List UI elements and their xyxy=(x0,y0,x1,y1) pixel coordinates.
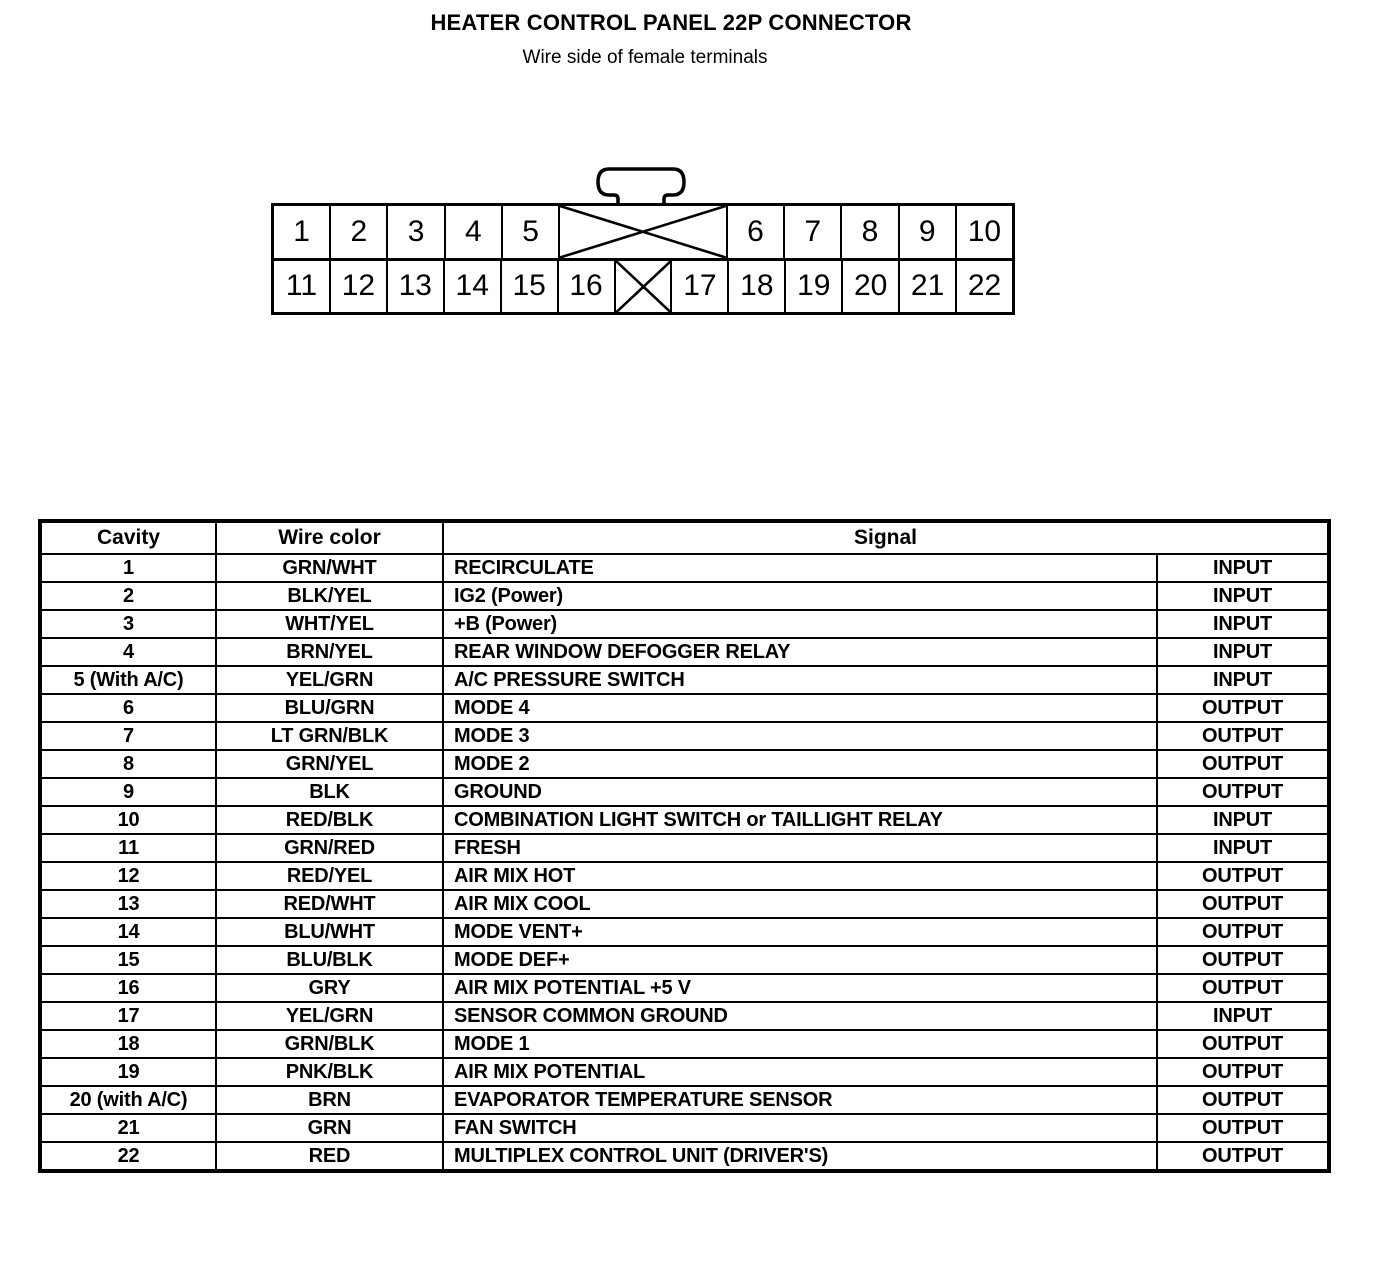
connector-row-top xyxy=(274,206,1012,261)
cavity-cell: 6 xyxy=(40,694,216,722)
blocked-slot-bottom xyxy=(614,261,671,313)
direction-cell: OUTPUT xyxy=(1157,778,1329,806)
wire-color-cell: YEL/GRN xyxy=(216,666,443,694)
direction-cell: OUTPUT xyxy=(1157,1030,1329,1058)
table-row xyxy=(40,666,1329,694)
signal-cell: A/C PRESSURE SWITCH xyxy=(443,666,1157,694)
direction-cell: OUTPUT xyxy=(1157,1142,1329,1171)
table-row xyxy=(40,1058,1329,1086)
cavity-cell: 19 xyxy=(40,1058,216,1086)
table-row xyxy=(40,1114,1329,1142)
table-row xyxy=(40,638,1329,666)
wire-color-cell: PNK/BLK xyxy=(216,1058,443,1086)
wire-color-cell: BLU/BLK xyxy=(216,946,443,974)
connector-cavity-10: 10 xyxy=(955,206,1012,258)
wire-color-cell: RED/WHT xyxy=(216,890,443,918)
table-row xyxy=(40,1002,1329,1030)
connector-cavity-3: 3 xyxy=(386,206,443,258)
connector-cavity-9: 9 xyxy=(898,206,955,258)
direction-cell: OUTPUT xyxy=(1157,750,1329,778)
signal-cell: MULTIPLEX CONTROL UNIT (DRIVER'S) xyxy=(443,1142,1157,1171)
cavity-cell: 15 xyxy=(40,946,216,974)
signal-cell: AIR MIX HOT xyxy=(443,862,1157,890)
direction-cell: INPUT xyxy=(1157,1002,1329,1030)
connector-latch-icon xyxy=(595,166,687,206)
connector-cavity-7: 7 xyxy=(783,206,840,258)
signal-cell: AIR MIX COOL xyxy=(443,890,1157,918)
table-row xyxy=(40,722,1329,750)
table-row xyxy=(40,778,1329,806)
connector-cavity-8: 8 xyxy=(840,206,897,258)
connector-cavity-19: 19 xyxy=(784,261,841,313)
table-row xyxy=(40,610,1329,638)
direction-cell: OUTPUT xyxy=(1157,1114,1329,1142)
pinout-table xyxy=(38,519,1331,1173)
signal-cell: SENSOR COMMON GROUND xyxy=(443,1002,1157,1030)
column-header-cavity: Cavity xyxy=(40,521,216,554)
blocked-slot-top xyxy=(558,206,726,258)
signal-cell: +B (Power) xyxy=(443,610,1157,638)
direction-cell: INPUT xyxy=(1157,554,1329,582)
wire-color-cell: BRN/YEL xyxy=(216,638,443,666)
wire-color-cell: RED/BLK xyxy=(216,806,443,834)
signal-cell: REAR WINDOW DEFOGGER RELAY xyxy=(443,638,1157,666)
x-mark-icon xyxy=(616,261,671,313)
cavity-cell: 16 xyxy=(40,974,216,1002)
direction-cell: OUTPUT xyxy=(1157,1058,1329,1086)
wire-color-cell: BRN xyxy=(216,1086,443,1114)
table-row xyxy=(40,918,1329,946)
cavity-cell: 21 xyxy=(40,1114,216,1142)
table-row xyxy=(40,890,1329,918)
wire-color-cell: LT GRN/BLK xyxy=(216,722,443,750)
direction-cell: INPUT xyxy=(1157,582,1329,610)
signal-cell: MODE 2 xyxy=(443,750,1157,778)
wire-color-cell: BLK/YEL xyxy=(216,582,443,610)
connector-cavity-15: 15 xyxy=(500,261,557,313)
connector-row-bottom xyxy=(274,261,1012,313)
direction-cell: OUTPUT xyxy=(1157,722,1329,750)
connector-cavity-22: 22 xyxy=(955,261,1012,313)
connector-cavity-5: 5 xyxy=(501,206,558,258)
direction-cell: OUTPUT xyxy=(1157,1086,1329,1114)
signal-cell: RECIRCULATE xyxy=(443,554,1157,582)
connector-cavity-11: 11 xyxy=(285,269,318,303)
table-row xyxy=(40,946,1329,974)
cavity-cell: 7 xyxy=(40,722,216,750)
page-title: HEATER CONTROL PANEL 22P CONNECTOR xyxy=(430,10,912,35)
table-row xyxy=(40,1030,1329,1058)
signal-cell: MODE 4 xyxy=(443,694,1157,722)
signal-cell: EVAPORATOR TEMPERATURE SENSOR xyxy=(443,1086,1157,1114)
wire-color-cell: GRY xyxy=(216,974,443,1002)
direction-cell: OUTPUT xyxy=(1157,974,1329,1002)
signal-cell: AIR MIX POTENTIAL xyxy=(443,1058,1157,1086)
cavity-cell: 22 xyxy=(40,1142,216,1171)
connector-cavity-2: 2 xyxy=(329,206,386,258)
cavity-cell: 10 xyxy=(40,806,216,834)
signal-cell: GROUND xyxy=(443,778,1157,806)
table-row xyxy=(40,806,1329,834)
table-row xyxy=(40,834,1329,862)
direction-cell: OUTPUT xyxy=(1157,946,1329,974)
connector-diagram xyxy=(271,203,1015,315)
table-row xyxy=(40,1086,1329,1114)
wire-color-cell: GRN/BLK xyxy=(216,1030,443,1058)
connector-cavity-1: 1 xyxy=(293,214,310,248)
cavity-cell: 12 xyxy=(40,862,216,890)
connector-cavity-12: 12 xyxy=(329,261,386,313)
x-mark-icon xyxy=(560,206,726,258)
wire-color-cell: GRN/WHT xyxy=(216,554,443,582)
connector-cavity-14: 14 xyxy=(443,261,500,313)
cavity-cell: 14 xyxy=(40,918,216,946)
wire-color-cell: WHT/YEL xyxy=(216,610,443,638)
signal-cell: AIR MIX POTENTIAL +5 V xyxy=(443,974,1157,1002)
wire-color-cell: GRN/YEL xyxy=(216,750,443,778)
cavity-cell: 5 (With A/C) xyxy=(40,666,216,694)
wire-color-cell: YEL/GRN xyxy=(216,1002,443,1030)
connector-cavity-16: 16 xyxy=(557,261,614,313)
connector-cavity-13: 13 xyxy=(386,261,443,313)
column-header-signal: Signal xyxy=(443,521,1329,554)
wire-color-cell: BLK xyxy=(216,778,443,806)
table-row xyxy=(40,1142,1329,1171)
signal-cell: MODE 1 xyxy=(443,1030,1157,1058)
signal-cell: MODE DEF+ xyxy=(443,946,1157,974)
connector-cavity-18: 18 xyxy=(727,261,784,313)
signal-cell: FAN SWITCH xyxy=(443,1114,1157,1142)
wire-color-cell: GRN/RED xyxy=(216,834,443,862)
cavity-cell: 17 xyxy=(40,1002,216,1030)
page-subtitle: Wire side of female terminals xyxy=(522,47,768,68)
direction-cell: OUTPUT xyxy=(1157,694,1329,722)
direction-cell: INPUT xyxy=(1157,834,1329,862)
cavity-cell: 18 xyxy=(40,1030,216,1058)
direction-cell: OUTPUT xyxy=(1157,918,1329,946)
signal-cell: MODE 3 xyxy=(443,722,1157,750)
wire-color-cell: GRN xyxy=(216,1114,443,1142)
cavity-cell: 13 xyxy=(40,890,216,918)
signal-cell: MODE VENT+ xyxy=(443,918,1157,946)
table-row xyxy=(40,750,1329,778)
signal-cell: FRESH xyxy=(443,834,1157,862)
direction-cell: INPUT xyxy=(1157,806,1329,834)
wire-color-cell: BLU/GRN xyxy=(216,694,443,722)
table-row xyxy=(40,862,1329,890)
wire-color-cell: RED xyxy=(216,1142,443,1171)
table-row xyxy=(40,694,1329,722)
cavity-cell: 4 xyxy=(40,638,216,666)
cavity-cell: 11 xyxy=(40,834,216,862)
table-row xyxy=(40,974,1329,1002)
cavity-cell: 2 xyxy=(40,582,216,610)
cavity-cell: 20 (with A/C) xyxy=(40,1086,216,1114)
connector-cavity-20: 20 xyxy=(841,261,898,313)
wire-color-cell: RED/YEL xyxy=(216,862,443,890)
direction-cell: OUTPUT xyxy=(1157,890,1329,918)
table-row xyxy=(40,582,1329,610)
wire-color-cell: BLU/WHT xyxy=(216,918,443,946)
direction-cell: INPUT xyxy=(1157,666,1329,694)
connector-cavity-21: 21 xyxy=(898,261,955,313)
connector-cavity-17: 17 xyxy=(670,261,727,313)
cavity-cell: 3 xyxy=(40,610,216,638)
column-header-wire-color: Wire color xyxy=(216,521,443,554)
pin-table-body xyxy=(40,554,1329,1171)
signal-cell: IG2 (Power) xyxy=(443,582,1157,610)
cavity-cell: 9 xyxy=(40,778,216,806)
table-header-row xyxy=(40,521,1329,554)
cavity-cell: 8 xyxy=(40,750,216,778)
direction-cell: OUTPUT xyxy=(1157,862,1329,890)
connector-cavity-6: 6 xyxy=(726,206,783,258)
connector-cavity-4: 4 xyxy=(444,206,501,258)
direction-cell: INPUT xyxy=(1157,610,1329,638)
direction-cell: INPUT xyxy=(1157,638,1329,666)
cavity-cell: 1 xyxy=(40,554,216,582)
signal-cell: COMBINATION LIGHT SWITCH or TAILLIGHT RELAY xyxy=(443,806,1157,834)
table-row xyxy=(40,554,1329,582)
